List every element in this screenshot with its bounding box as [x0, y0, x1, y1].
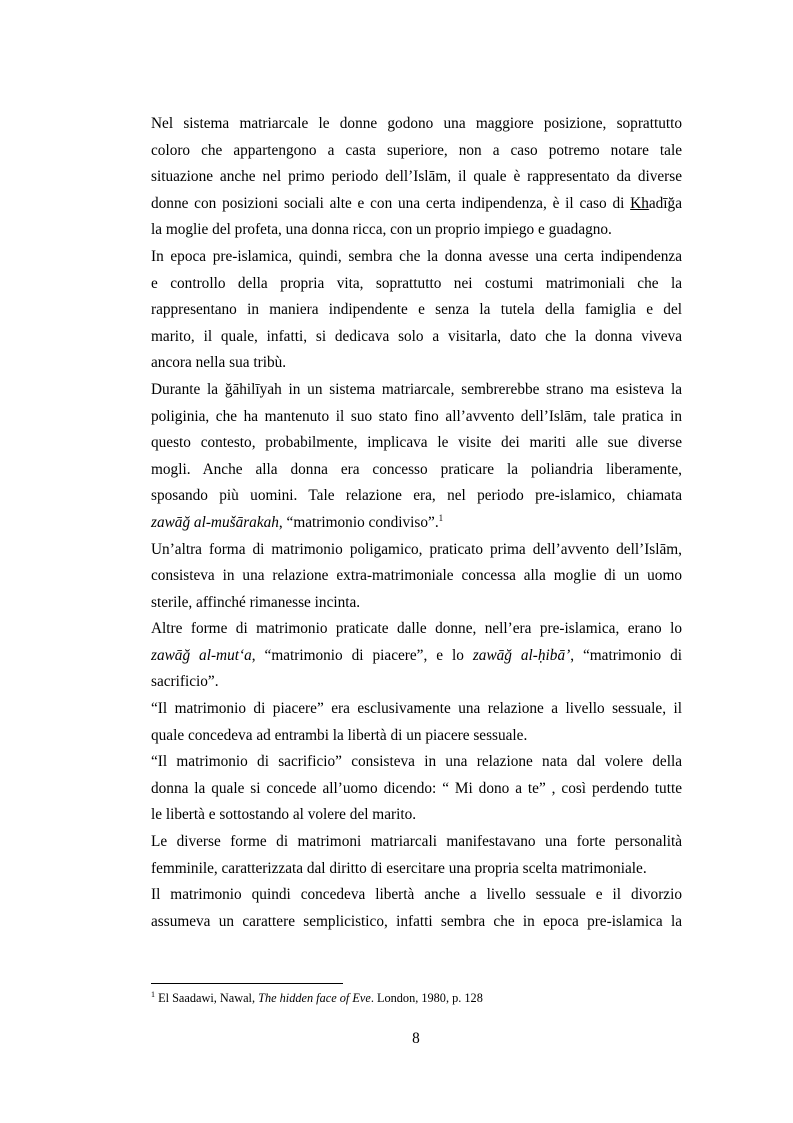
text-line: assumeva un carattere semplicistico, infatti sembra che in epoca pre-islamica la: [151, 912, 682, 930]
paragraph: [151, 616, 682, 696]
text-line: la moglie del profeta, una donna ricca, con un proprio impiego e guadagno.: [151, 221, 612, 239]
paragraph: [151, 244, 682, 377]
text-line: coloro che appartengono a casta superiore, non a caso potremo notare tale: [151, 141, 682, 159]
text-line: consisteva in una relazione extra-matrimoniale concessa alla moglie di un uomo: [151, 567, 682, 585]
text-line: Durante la ğāhilīyah in un sistema matriarcale, sembrerebbe strano ma esisteva la: [151, 380, 682, 398]
text-segment: , “matrimonio di: [570, 646, 682, 664]
paragraph: [151, 111, 682, 244]
text-segment: adīğa: [648, 194, 682, 212]
text-line: sposando più uomini. Tale relazione era, nel periodo pre-islamico, chiamata: [151, 487, 682, 505]
paragraph: [151, 696, 682, 749]
text-line: quale concedeva ad entrambi la libertà di un piacere sessuale.: [151, 726, 528, 744]
footnote: [151, 990, 483, 1006]
footnote-title: The hidden face of Eve: [258, 991, 371, 1005]
text-segment: , “matrimonio di piacere”, e lo: [251, 646, 473, 664]
text-line: [151, 643, 682, 670]
text-segment: donne con posizioni sociali alte e con una certa indipendenza, è il caso di: [151, 194, 631, 212]
text-line: mogli. Anche alla donna era concesso praticare la poliandria liberamente,: [151, 460, 682, 478]
text-line: “Il matrimonio di sacrificio” consisteva in una relazione nata dal volere della: [151, 753, 682, 771]
text-line: donna la quale si concede all’uomo dicendo: “ Mi dono a te” , così perdendo tutte: [151, 779, 682, 797]
text-line: Le diverse forme di matrimoni matriarcali manifestavano una forte personalità: [151, 833, 682, 851]
text-line: le libertà e sottostando al volere del marito.: [151, 806, 417, 824]
italic-term: zawāğ al-mušārakah: [151, 513, 279, 531]
text-line: ancora nella sua tribù.: [151, 354, 287, 372]
text-line: sacrificio”.: [151, 673, 219, 691]
text-line: rappresentano in maniera indipendente e senza la tutela della famiglia e del: [151, 301, 682, 319]
footnote-author: El Saadawi, Nawal,: [155, 991, 259, 1005]
text-line: Il matrimonio quindi concedeva libertà anche a livello sessuale e il divorzio: [151, 886, 682, 904]
text-segment: , “matrimonio condiviso”.: [278, 513, 439, 531]
paragraph: [151, 377, 682, 537]
body-text: [151, 111, 682, 935]
text-line: sterile, affinché rimanesse incinta.: [151, 593, 361, 611]
footnote-number: 1: [151, 990, 155, 999]
text-line: poliginia, che ha mantenuto il suo stato fino all’avvento dell’Islām, tale pratica in: [151, 407, 682, 425]
paragraph: [151, 882, 682, 935]
text-line: [151, 510, 682, 537]
text-line: marito, il quale, infatti, si dedicava solo a visitarla, dato che la donna viveva: [151, 327, 682, 345]
footnote-separator: [151, 983, 343, 984]
text-line: Nel sistema matriarcale le donne godono una maggiore posizione, soprattutto: [151, 115, 682, 132]
text-line: Altre forme di matrimonio praticate dalle donne, nell’era pre-islamica, erano lo: [151, 620, 682, 638]
italic-term: zawāğ al-mut‘a: [151, 646, 252, 664]
text-line: e controllo della propria vita, soprattutto nei costumi matrimoniali che la: [151, 274, 682, 292]
text-line: [151, 191, 682, 218]
page-number: 8: [412, 1030, 420, 1047]
text-line: Un’altra forma di matrimonio poligamico, praticato prima dell’avvento dell’Islām,: [151, 540, 682, 558]
paragraph: [151, 829, 682, 882]
italic-term: zawāğ al-ḥibā’: [472, 646, 571, 664]
paragraph: [151, 749, 682, 829]
underlined-text: Kh: [630, 194, 649, 212]
paragraph: [151, 537, 682, 617]
text-line: femminile, caratterizzata dal diritto di esercitare una propria scelta matrimoniale.: [151, 859, 647, 877]
text-line: situazione anche nel primo periodo dell’Islām, il quale è rappresentato da diverse: [151, 168, 682, 186]
footnote-rest: . London, 1980, p. 128: [370, 991, 483, 1005]
text-line: “Il matrimonio di piacere” era esclusivamente una relazione a livello sessuale, il: [151, 700, 682, 718]
text-line: In epoca pre-islamica, quindi, sembra che la donna avesse una certa indipendenza: [151, 247, 682, 265]
text-line: questo contesto, probabilmente, implicava le visite dei mariti alle sue diverse: [151, 434, 682, 452]
footnote-reference: 1: [438, 512, 444, 523]
